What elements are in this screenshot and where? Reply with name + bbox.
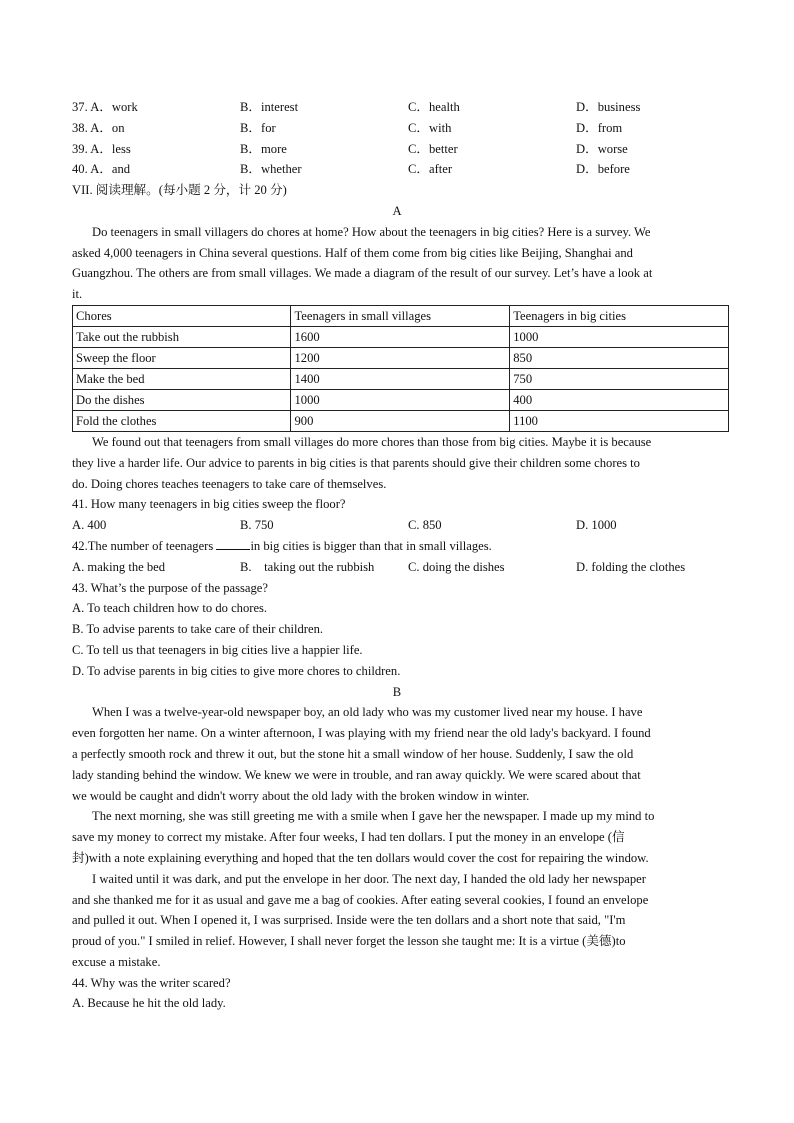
text-line: lady standing behind the window. We knew we were in trouble, and ran away quickly. We were scared about that [72, 767, 641, 782]
table-cell: 750 [510, 368, 729, 389]
cloze-option-c[interactable]: C．with [408, 120, 452, 135]
text-line: and pulled it out. When I opened it, I was surprised. Inside were the ten dollars and a short note that said, "I'm [72, 913, 626, 928]
text-line: 封)with a note explaining everything and hoped that the ten dollars would cover the cost for repairing the window. [72, 850, 649, 865]
q41-option-b[interactable]: B. 750 [240, 518, 274, 533]
q42-option-d[interactable]: D. folding the clothes [576, 559, 686, 574]
question-41-stem: 41. How many teenagers in big cities sweep the floor? [72, 497, 346, 512]
table-row [73, 389, 729, 410]
text-line: it. [72, 287, 83, 302]
text-line: asked 4,000 teenagers in China several questions. Half of them come from big cities like Beijing, Shanghai and [72, 245, 633, 260]
cloze-option-d[interactable]: D．business [576, 100, 641, 114]
q43-option-d[interactable]: D. To advise parents in big cities to give more chores to children. [72, 663, 401, 678]
table-header-cell: Teenagers in small villages [291, 305, 510, 326]
text-line: even forgotten her name. On a winter afternoon, I was playing with my friend near the old lady's backyard. I found [72, 726, 651, 741]
passage-b-label: B [392, 684, 402, 699]
exam-content [72, 97, 722, 1014]
table-cell: Do the dishes [73, 389, 291, 410]
cloze-option-a-text: A．and [90, 162, 131, 177]
q44-option-a[interactable]: A. Because he hit the old lady. [72, 996, 226, 1011]
cloze-number: 37. [72, 100, 88, 114]
table-cell: 900 [291, 410, 510, 431]
cloze-option-c[interactable]: C．better [408, 141, 458, 156]
cloze-option-b[interactable]: B．more [240, 141, 287, 156]
table-header-row [73, 305, 729, 326]
cloze-row [72, 159, 722, 180]
cloze-option-c[interactable]: C．after [408, 162, 453, 177]
passage-a-conclusion [72, 432, 722, 494]
cloze-option-a-text: A．work [90, 100, 138, 114]
text-line: Guangzhou. The others are from small villages. We made a diagram of the result of our survey. Let’s have a look at [72, 266, 653, 281]
cloze-option-a-text: A．on [90, 120, 125, 135]
q41-option-a[interactable]: A. 400 [72, 518, 107, 533]
q43-option-a[interactable]: A. To teach children how to do chores. [72, 601, 268, 616]
cloze-option-d[interactable]: D．worse [576, 141, 628, 156]
table-header-cell: Chores [73, 305, 291, 326]
passage-b-para-2 [72, 806, 722, 868]
q43-option-b[interactable]: B. To advise parents to take care of their children. [72, 622, 324, 637]
cloze-option-a[interactable] [72, 97, 138, 118]
passage-a-intro [72, 222, 722, 305]
question-43-stem: 43. What’s the purpose of the passage? [72, 580, 268, 595]
cloze-option-b[interactable]: B．for [240, 120, 276, 135]
text-line: excuse a mistake. [72, 954, 161, 969]
cloze-option-a[interactable] [72, 139, 131, 160]
text-line: proud of you." I smiled in relief. However, I shall never forget the lesson she taught me: It is a virtue (美德)to [72, 934, 626, 949]
q42-blank [216, 537, 250, 550]
q42-option-c[interactable]: C. doing the dishes [408, 559, 505, 574]
survey-table [72, 305, 729, 432]
table-row [73, 410, 729, 431]
table-cell: 400 [510, 389, 729, 410]
q42-option-a[interactable]: A. making the bed [72, 559, 166, 574]
question-44-stem: 44. Why was the writer scared? [72, 975, 231, 990]
cloze-option-c[interactable]: C．health [408, 100, 460, 114]
cloze-row [72, 97, 722, 118]
cloze-option-a[interactable] [72, 118, 125, 139]
cloze-option-a-text: A．less [90, 141, 131, 156]
text-line: When I was a twelve-year-old newspaper boy, an old lady who was my customer lived near my house. I have [92, 705, 643, 720]
table-cell: 1100 [510, 410, 729, 431]
cloze-options [72, 97, 722, 180]
text-line: We found out that teenagers from small villages do more chores than those from big cities. Maybe it is because [92, 434, 652, 449]
text-line: a perfectly smooth rock and threw it out, but the stone hit a small window of her house. Suddenly, I saw the old [72, 746, 634, 761]
table-cell: Take out the rubbish [73, 326, 291, 347]
cloze-option-b[interactable]: B．interest [240, 100, 299, 114]
q41-option-c[interactable]: C. 850 [408, 518, 442, 533]
table-cell: 1000 [291, 389, 510, 410]
table-cell: 1200 [291, 347, 510, 368]
table-cell: 1000 [510, 326, 729, 347]
text-line: and she thanked me for it as usual and gave me a bag of cookies. After eating several cookies, I found an envelope [72, 892, 649, 907]
cloze-option-b[interactable]: B．whether [240, 162, 302, 177]
table-row [73, 347, 729, 368]
q42-stem-before: 42.The number of teenagers [72, 538, 217, 553]
question-42-stem [72, 536, 722, 557]
question-42-options [72, 557, 722, 578]
question-41-options [72, 515, 722, 536]
passage-b-para-3 [72, 869, 722, 973]
table-header-cell: Teenagers in big cities [510, 305, 729, 326]
table-cell: Sweep the floor [73, 347, 291, 368]
passage-a-label: A [392, 203, 402, 218]
q42-option-b[interactable]: B. taking out the rubbish [240, 559, 375, 574]
q41-option-d[interactable]: D. 1000 [576, 518, 617, 533]
text-line: The next morning, she was still greeting me with a smile when I gave her the newspaper. I made up my mind to [92, 809, 655, 824]
table-cell: 850 [510, 347, 729, 368]
cloze-option-d[interactable]: D．before [576, 162, 630, 177]
table-cell: 1400 [291, 368, 510, 389]
cloze-option-d[interactable]: D．from [576, 120, 623, 135]
cloze-option-a[interactable] [72, 159, 130, 180]
text-line: save my money to correct my mistake. After four weeks, I had ten dollars. I put the money in an envelope (信 [72, 830, 625, 845]
cloze-row [72, 118, 722, 139]
cloze-number: 39. [72, 141, 88, 156]
table-cell: Fold the clothes [73, 410, 291, 431]
table-row [73, 326, 729, 347]
cloze-number: 38. [72, 120, 88, 135]
text-line: I waited until it was dark, and put the envelope in her door. The next day, I handed the old lady her newspaper [92, 871, 646, 886]
passage-b-para-1 [72, 702, 722, 806]
table-cell: 1600 [291, 326, 510, 347]
cloze-row [72, 139, 722, 160]
text-line: they live a harder life. Our advice to parents in big cities is that parents should give their children some chores to [72, 455, 640, 470]
section-title: VII. 阅读理解。(每小题 2 分，计 20 分) [72, 183, 287, 198]
q43-option-c[interactable]: C. To tell us that teenagers in big cities live a happier life. [72, 642, 363, 657]
q42-stem-after: in big cities is bigger than that in small villages. [250, 538, 492, 553]
table-cell: Make the bed [73, 368, 291, 389]
text-line: do. Doing chores teaches teenagers to take care of themselves. [72, 476, 387, 491]
text-line: we would be caught and didn't worry about the old lady with the broken window in winter. [72, 788, 530, 803]
cloze-number: 40. [72, 162, 88, 177]
text-line: Do teenagers in small villagers do chores at home? How about the teenagers in big cities? Here is a survey. We [92, 224, 651, 239]
table-row [73, 368, 729, 389]
